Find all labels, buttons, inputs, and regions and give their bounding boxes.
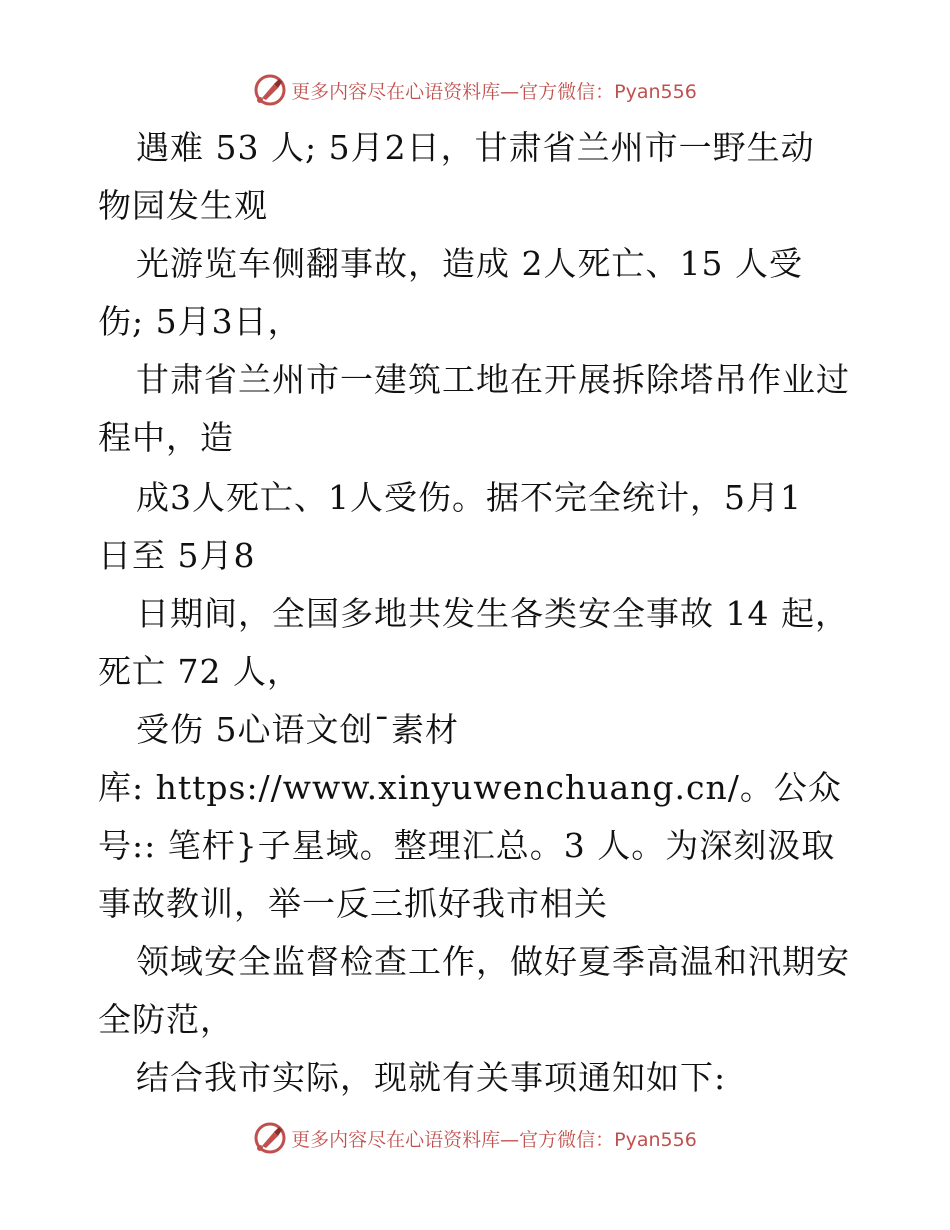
text-line: 事故教训，举一反三抓好我市相关 [98, 884, 608, 923]
text-line: 日期间，全国多地共发生各类安全事故 14 起， [136, 594, 849, 633]
text-line: 甘肃省兰州市一建筑工地在开展拆除塔吊作业过 [136, 360, 850, 399]
pen-nib-circle-icon [253, 1121, 287, 1155]
text-line: 物园发生观 [98, 186, 268, 225]
text-line: 日至 5月8 [98, 536, 256, 575]
text-line: 光游览车侧翻事故，造成 2人死亡、15 人受 [136, 244, 803, 283]
text-line: 成3人死亡、1人受伤。据不完全统计，5月1 [136, 478, 802, 517]
footer-banner [0, 1118, 950, 1158]
text-line: 伤; 5月3日， [98, 302, 302, 341]
text-line: 领域安全监督检查工作，做好夏季高温和汛期安 [136, 942, 850, 981]
banner-text: 更多内容尽在心语资料库—官方微信：Pyan556 [291, 1128, 697, 1151]
text-line: 受伤 5心语文创¯素材 [136, 710, 459, 749]
text-line: 结合我市实际，现就有关事项通知如下: [136, 1058, 727, 1097]
text-line: 死亡 72 人， [98, 652, 301, 691]
text-line: 程中，造 [98, 418, 234, 457]
text-line: 全防范， [98, 1000, 234, 1039]
banner-text: 更多内容尽在心语资料库—官方微信：Pyan556 [291, 80, 697, 103]
text-line: 遇难 53 人; 5月2日，甘肃省兰州市一野生动 [136, 128, 815, 167]
text-line: 号:: 笔杆}子星域。整理汇总。3 人。为深刻汲取 [98, 826, 836, 865]
text-line: 库: https://www.xinyuwenchuang.cn/。公众 [98, 768, 842, 807]
